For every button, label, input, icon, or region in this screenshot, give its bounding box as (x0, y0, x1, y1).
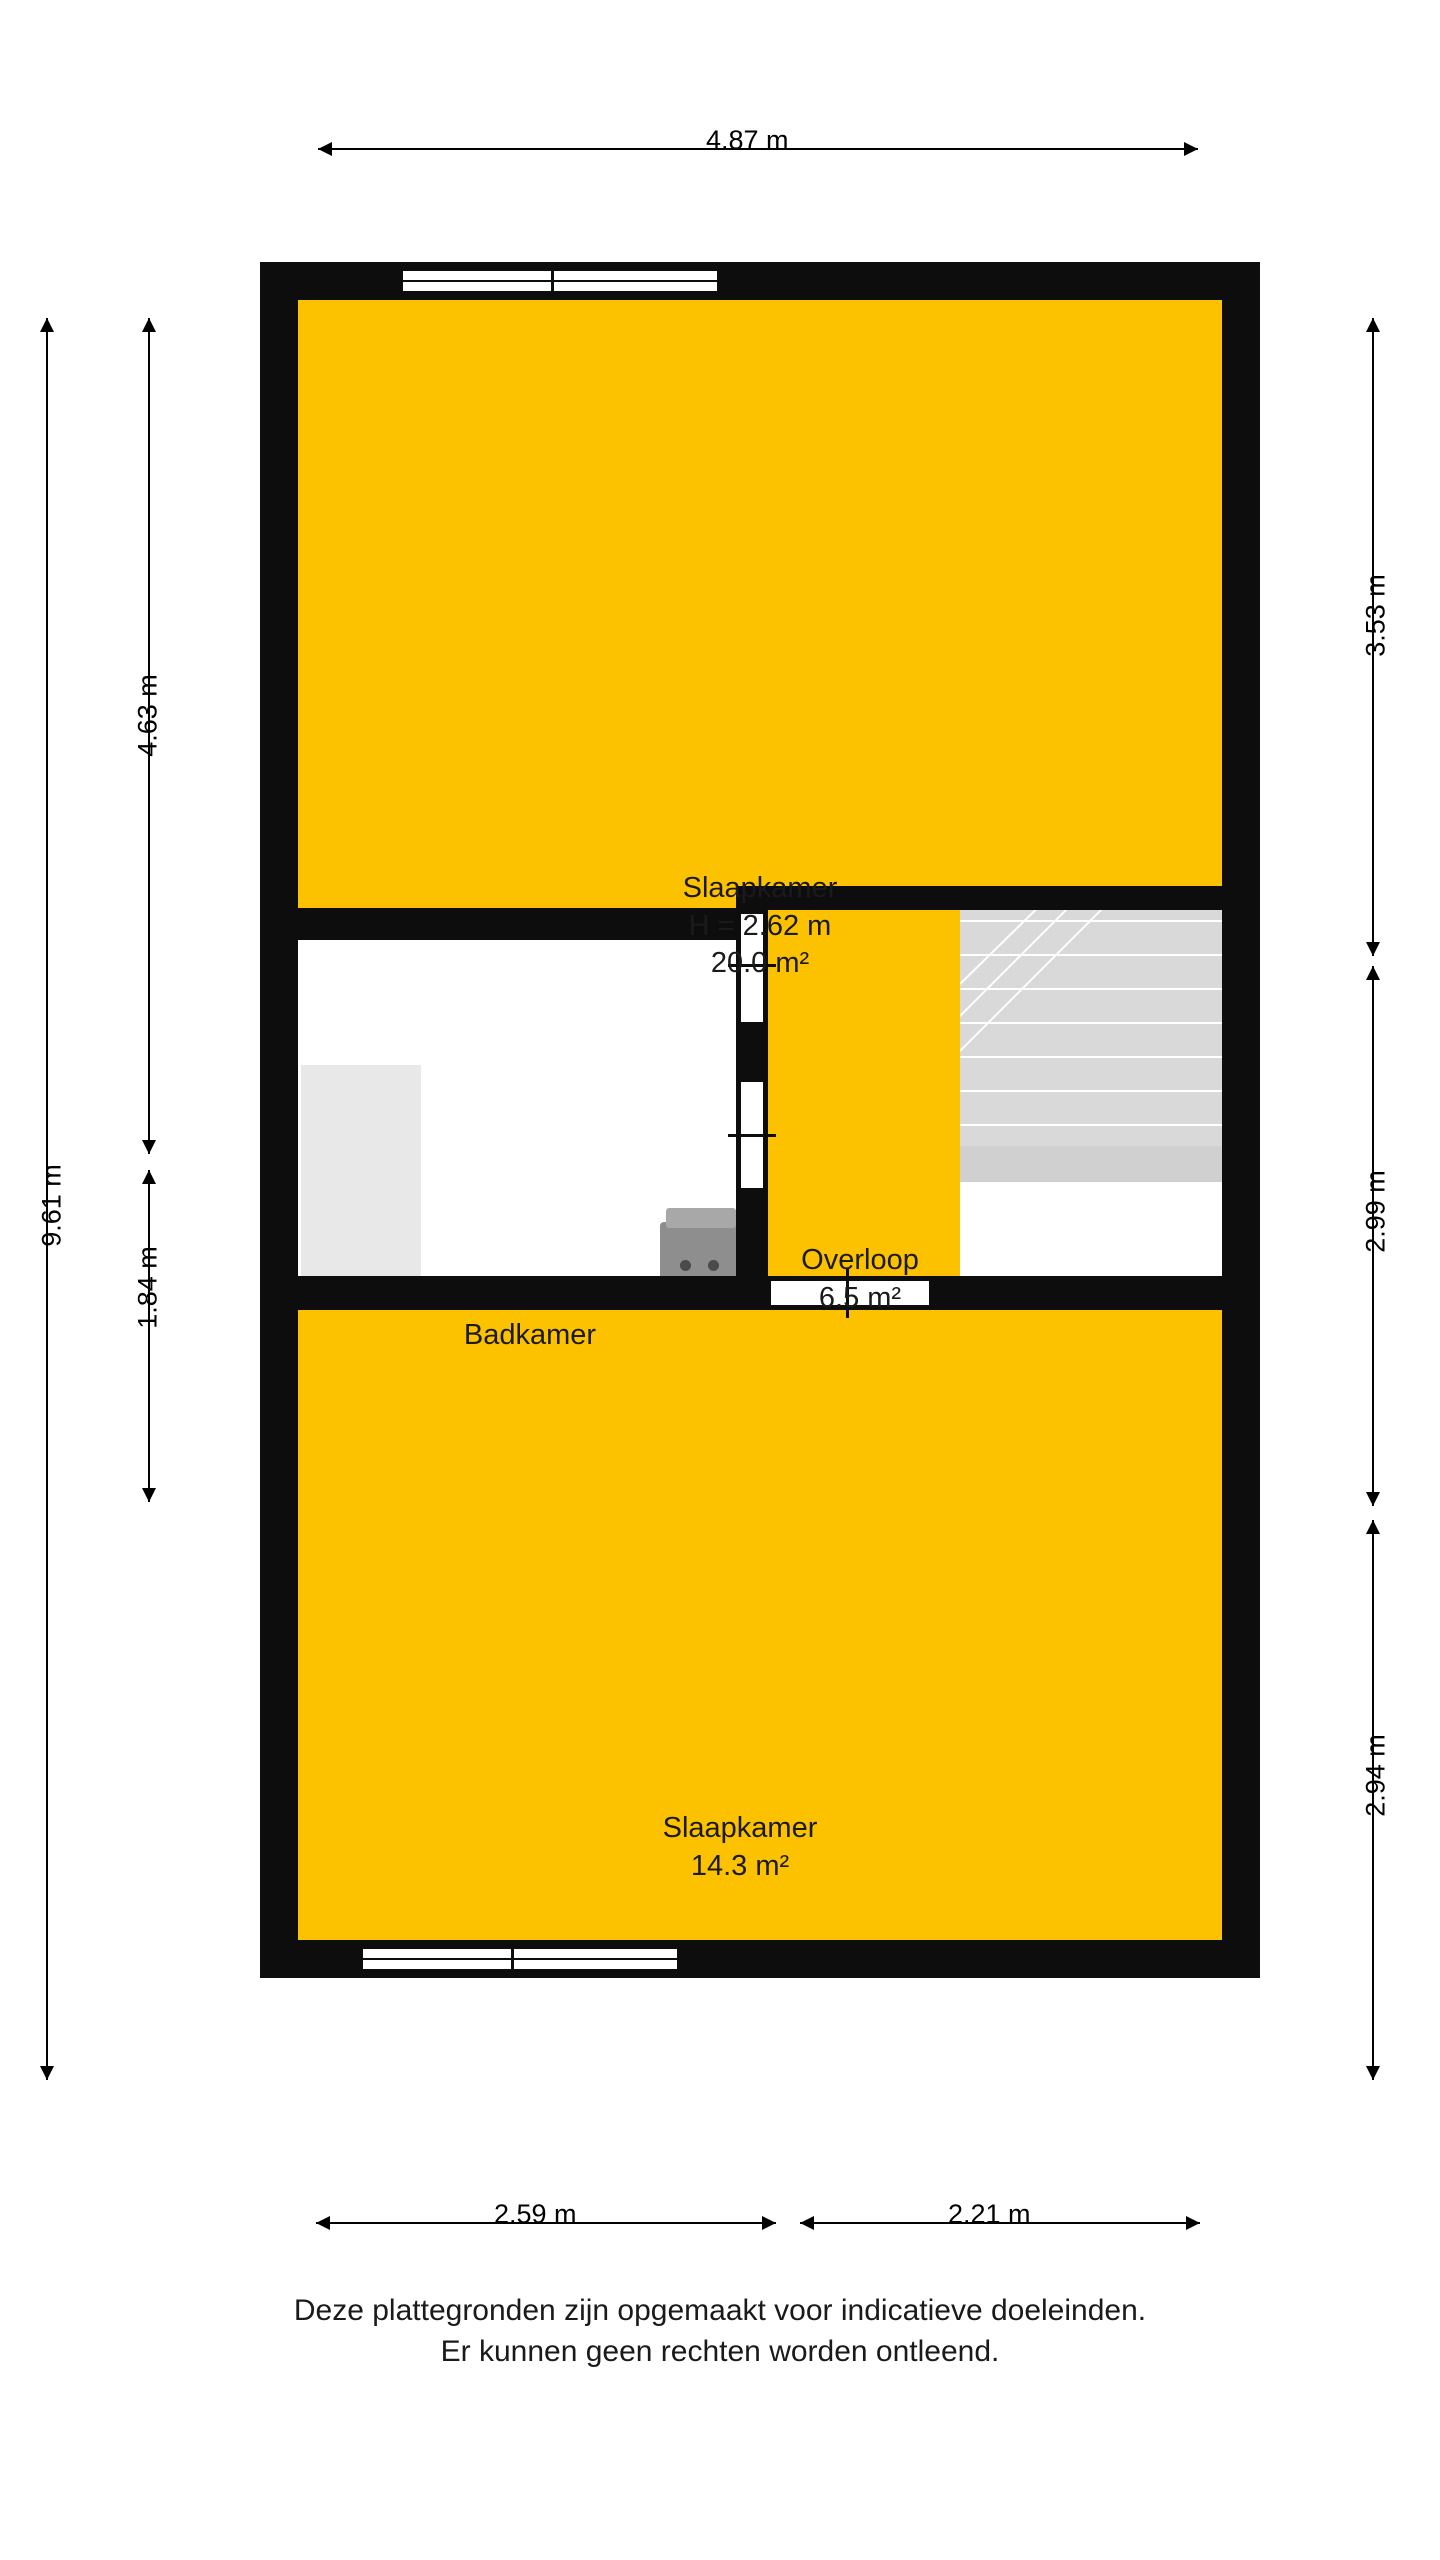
dimension-label-left-outer: 9.61 m (36, 1164, 67, 1247)
dimension-label-left-inner-bottom: 1.84 m (132, 1246, 163, 1329)
window-bottom (360, 1946, 680, 1972)
label-slaapkamer-top-height: H = 2.62 m (688, 909, 832, 942)
stair-landing (960, 1146, 1222, 1182)
dimension-label-right-bottom: 2.94 m (1360, 1734, 1391, 1817)
label-badkamer (340, 1317, 720, 1355)
dimension-label-bottom-left: 2.59 m (494, 2199, 577, 2229)
dimension-label-bottom-right: 2.21 m (948, 2199, 1031, 2229)
window-top (400, 268, 720, 294)
label-slaapkamer-bottom (540, 1810, 940, 1885)
label-slaapkamer-bottom-area: 14.3 m² (690, 1849, 790, 1882)
bathtub (298, 1062, 424, 1294)
label-overloop-area: 6.5 m² (818, 1281, 902, 1314)
label-slaapkamer-top-name: Slaapkamer (682, 872, 838, 904)
label-slaapkamer-top (560, 870, 960, 983)
label-overloop-name: Overloop (801, 1244, 919, 1276)
wall-exterior-right (1222, 262, 1260, 1978)
label-overloop (685, 1242, 1035, 1317)
dimension-label-left-inner-top: 4.63 m (132, 674, 163, 757)
dimension-label-top: 4.87 m (706, 125, 789, 155)
wall-exterior-left (260, 262, 298, 1978)
label-badkamer-name: Badkamer (463, 1319, 597, 1351)
disclaimer-line-1: Deze plattegronden zijn opgemaakt voor indicatieve doeleinden. (293, 2294, 1147, 2327)
disclaimer (0, 2290, 1440, 2373)
disclaimer-line-2: Er kunnen geen rechten worden ontleend. (440, 2335, 1000, 2369)
staircase (960, 886, 1222, 1146)
floorplan-drawing (260, 262, 1260, 2117)
dimension-label-right-middle: 2.99 m (1360, 1170, 1391, 1253)
door-tick-badkamer (728, 1134, 776, 1137)
stair-winder-icon (960, 886, 1222, 1146)
room-slaapkamer-top (298, 300, 1222, 930)
dimension-label-right-top: 3.53 m (1360, 574, 1391, 657)
label-slaapkamer-bottom-name: Slaapkamer (662, 1812, 818, 1844)
label-slaapkamer-top-area: 20.0 m² (710, 947, 810, 980)
